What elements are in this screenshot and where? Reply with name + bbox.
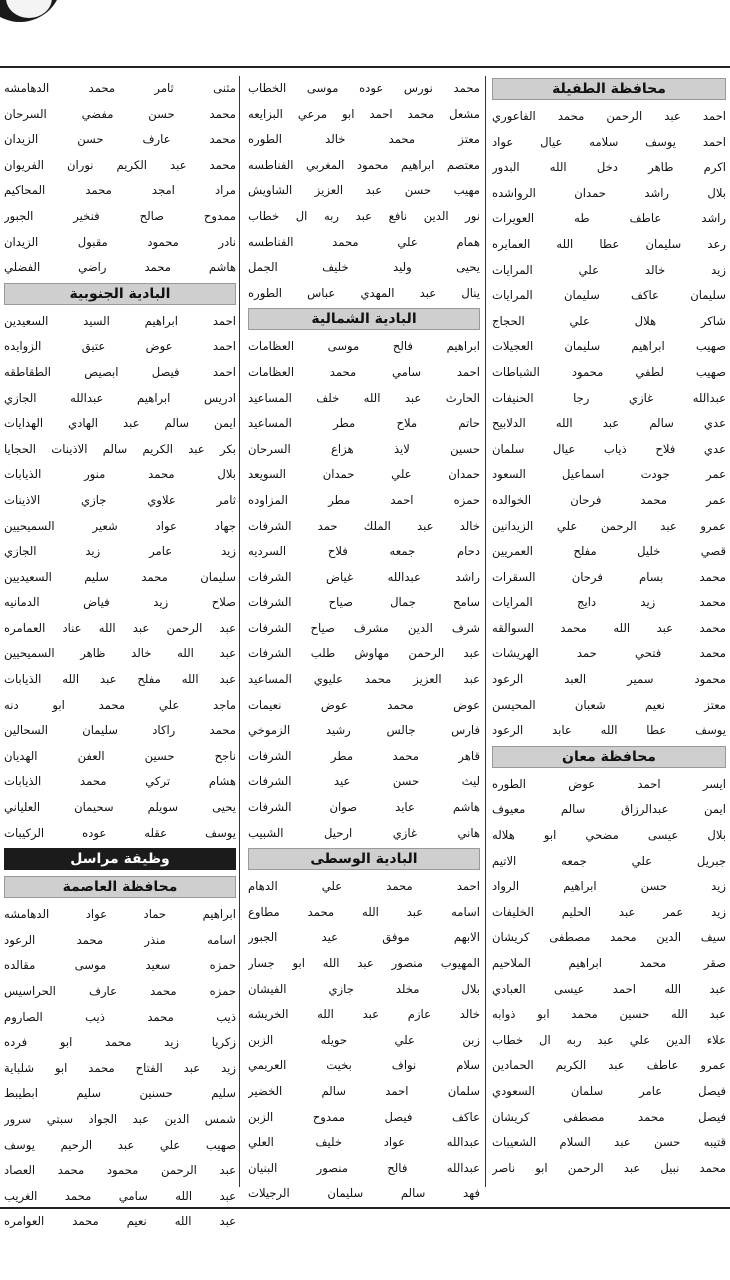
name-entry: زيد عمر عبد الحليم الخليفات	[492, 904, 726, 919]
name-entry: بلال مخلد جازي الفيشان	[248, 981, 480, 996]
name-entry: سامح جمال صياح الشرفات	[248, 595, 480, 610]
section	[492, 744, 726, 1182]
name-entry: زيد عبد الفتاح محمد ابو شلباية	[4, 1060, 236, 1075]
name-entry: محمد فتحي حمد الهريشات	[492, 646, 726, 661]
name-entry: عبد الله حسين محمد ابو ذوابه	[492, 1007, 726, 1022]
name-entry: زيد حسن ابراهيم الرواد	[492, 879, 726, 894]
name-entry: محمد بسام فرحان السقرات	[492, 569, 726, 584]
name-entry: الابهم موفق عيد الجبور	[248, 930, 480, 945]
name-entry: هاني غازي ارحيل الشبيب	[248, 825, 480, 840]
name-entry: دحام جمعه فلاح السرديه	[248, 544, 480, 559]
name-entry: صهيب علي عبد الرحيم يوسف	[4, 1137, 236, 1152]
name-entry: احمد فيصل ابصيص الطقاطقه	[4, 364, 236, 379]
name-entry: المهيوب منصور عبد الله ابو جسار	[248, 956, 480, 970]
name-entry: شمس الدين عبد الجواد سبتي سرور	[4, 1111, 236, 1126]
name-entry: حمزه احمد مطر المزاوده	[248, 492, 480, 507]
name-entry: محمد عبد الكريم نوران الفريوان	[4, 157, 236, 172]
name-entry: فارس جالس رشيد الزموخي	[248, 723, 480, 738]
name-entry: مشعل محمد احمد ابو مرعي البزايعه	[248, 106, 480, 121]
name-entry: محمود سمير العبد الرعود	[492, 672, 726, 687]
name-entry: ناجح حسين العفن الهديان	[4, 748, 236, 763]
name-entry: ينال عبد المهدي عباس الطوره	[248, 285, 480, 300]
name-entry: اكرم طاهر دخل الله البدور	[492, 160, 726, 175]
name-entry: عبدالله غازي رجا الحنيفات	[492, 390, 726, 405]
section-heading: محافظة الطفيلة	[492, 78, 726, 100]
name-entry: ادريس ابراهيم عبدالله الجازي	[4, 390, 236, 405]
name-entry: سلمان احمد سالم الخضير	[248, 1083, 480, 1098]
name-entry: هشام تركي محمد الذيابات	[4, 774, 236, 789]
name-entry: اسامه منذر محمد الرعود	[4, 932, 236, 947]
name-entry: محمد نورس عوده موسى الخطاب	[248, 81, 480, 95]
name-entry: عبد الرحمن محمود محمد العصاد	[4, 1163, 236, 1178]
name-entry: بلال عيسى مضحي ابو هلاله	[492, 828, 726, 843]
name-entry: يحيى وليد خليف الجمل	[248, 260, 480, 275]
name-entry: محمد حسن مفضي السرحان	[4, 106, 236, 121]
name-entry: زكريا زيد محمد ابو فرده	[4, 1035, 236, 1050]
name-entry: شرف الدين مشرف صياح الشرفات	[248, 620, 480, 635]
name-entry: ليث حسن عيد الشرفات	[248, 774, 480, 789]
name-entry: ايمن عبدالرزاق سالم معيوف	[492, 802, 726, 817]
name-entry: عمرو عبد الرحمن علي الزيدانين	[492, 518, 726, 533]
name-entry: عبد الله نعيم محمد العوامره	[4, 1214, 236, 1229]
name-entry: حمزه محمد عارف الحراسيس	[4, 984, 236, 998]
name-entry: يحيى سويلم سحيمان العلياني	[4, 800, 236, 815]
newspaper-page	[0, 66, 730, 1229]
name-entry: ثامر علاوي جازي الاذينات	[4, 492, 236, 507]
section-heading: البادية الوسطى	[248, 848, 480, 870]
name-entry: بكر عبد الكريم سالم الاذينات الحجايا	[4, 441, 236, 456]
name-entry: فيصل محمد مصطفى كريشان	[492, 1109, 726, 1124]
name-entry: عدي فلاح ذياب عيال سلمان	[492, 441, 726, 456]
name-entry: نور الدين نافع عبد ربه ال خطاب	[248, 208, 480, 223]
name-entry: احمد سامي محمد العظامات	[248, 364, 480, 379]
name-entry: عمر محمد فرحان الخوالده	[492, 492, 726, 507]
section-heading: محافظة العاصمة	[4, 876, 236, 898]
name-entry: عبد الله خالد ظاهر السميحيين	[4, 646, 236, 661]
name-entry: محمد راكاد سليمان السحالين	[4, 723, 236, 738]
name-entry: عبدالله فالح منصور البنيان	[248, 1160, 480, 1175]
column-right	[488, 76, 730, 1189]
name-entry: عبد الله احمد عيسى العبادي	[492, 981, 726, 996]
name-entry: قصي خليل مفلح العمريين	[492, 544, 726, 559]
name-entry: عبد الرحمن عبد الله عناد العمامره	[4, 620, 236, 635]
name-entry: محمد نبيل عبد الرحمن ابو ناصر	[492, 1160, 726, 1175]
name-entry: مثنى ثامر محمد الدهامشه	[4, 81, 236, 95]
name-entry: خالد عازم عبد الله الخريشه	[248, 1007, 480, 1022]
name-entry: راشد عبدالله غياض الشرفات	[248, 569, 480, 584]
name-entry: حسين لايذ هزاع السرحان	[248, 441, 480, 456]
name-entry: عمر جودت اسماعيل السعود	[492, 467, 726, 482]
section	[248, 76, 480, 306]
name-entry: محمد زيد دايج المرايات	[492, 595, 726, 610]
section-heading: البادية الشمالية	[248, 308, 480, 330]
section	[492, 76, 726, 744]
name-entry: سليم حسنين سليم ابطيبط	[4, 1086, 236, 1101]
name-entry: فيصل عامر سلمان السعودي	[492, 1083, 726, 1098]
name-entry: ابراهيم فالح موسى العظامات	[248, 339, 480, 354]
name-entry: سليمان محمد سليم السعيديين	[4, 569, 236, 584]
section	[4, 846, 236, 874]
column-middle	[244, 76, 484, 1201]
name-entry: سيف الدين محمد مصطفى كريشان	[492, 930, 726, 945]
name-entry: احمد عبد الرحمن محمد الفاعوري	[492, 109, 726, 123]
name-entry: سلام نواف بخيت العريمي	[248, 1058, 480, 1073]
section-heading: محافظة معان	[492, 746, 726, 768]
name-entry: زبن علي حويله الزبن	[248, 1032, 480, 1047]
name-entry: صقر محمد ابراهيم الملاحيم	[492, 956, 726, 970]
name-entry: ذيب محمد ذيب الصاروم	[4, 1009, 236, 1024]
name-entry: عمرو عاطف عبد الكريم الحمادين	[492, 1058, 726, 1073]
name-entry: ممدوح صالح فنخير الجبور	[4, 208, 236, 223]
name-entry: سليمان عاكف سليمان المرايات	[492, 288, 726, 303]
name-entry: صلاح زيد فياض الدمانيه	[4, 595, 236, 610]
name-entry: هاشم محمد راضي الفضلي	[4, 260, 236, 275]
name-entry: عبدالله عواد خليف العلي	[248, 1135, 480, 1150]
name-entry: شاكر هلال علي الحجاج	[492, 313, 726, 328]
name-entry: ايسر احمد عوض الطوره	[492, 776, 726, 791]
name-entry: معتز نعيم شعبان المحيسن	[492, 697, 726, 712]
name-entry: حمدان علي حمدان السويعد	[248, 467, 480, 482]
name-entry: راشد عاطف طه العويرات	[492, 211, 726, 226]
name-entry: ماجد علي محمد ابو دنه	[4, 697, 236, 712]
name-entry: صهيب ابراهيم سليمان العجيلات	[492, 339, 726, 354]
name-entry: احمد يوسف سلامه عيال عواد	[492, 134, 726, 149]
name-entry: يوسف عطا الله عابد الرعود	[492, 723, 726, 738]
section	[4, 281, 236, 846]
name-entry: الحارث عبد الله خلف المساعيد	[248, 390, 480, 405]
name-entry: عدي سالم عبد الله الدلابيح	[492, 416, 726, 431]
section	[4, 874, 236, 1235]
name-entry: عبد الله سامي محمد الغريب	[4, 1188, 236, 1203]
name-entry: هاشم عايد صوان الشرفات	[248, 800, 480, 815]
name-entry: مراد امجد محمد المحاكيم	[4, 183, 236, 198]
name-entry: بلال محمد منور الذيابات	[4, 467, 236, 482]
name-entry: اسامه عبد الله محمد مطاوع	[248, 904, 480, 919]
name-entry: محمد عبد الله محمد السوالقه	[492, 620, 726, 635]
name-entry: ايمن سالم عبد الهادي الهدايات	[4, 416, 236, 431]
name-entry: زيد خالد علي المرايات	[492, 262, 726, 277]
column-left	[0, 76, 240, 1229]
name-entry: عاكف فيصل ممدوح الزبن	[248, 1109, 480, 1124]
name-entry: جهاد عواد شعير السميحيين	[4, 518, 236, 533]
section-heading: البادية الجنوبية	[4, 283, 236, 305]
name-entry: معتز محمد خالد الطوره	[248, 132, 480, 147]
section	[248, 846, 480, 1207]
name-entry: مهيب حسن عبد العزيز الشاويش	[248, 183, 480, 198]
name-entry: احمد عوض عتيق الزوايده	[4, 339, 236, 354]
name-entry: يوسف عقله عوده الركيبات	[4, 825, 236, 840]
name-entry: محمد عارف حسن الزيدان	[4, 132, 236, 147]
name-entry: رعد سليمان عطا الله العمايره	[492, 236, 726, 251]
column-divider	[485, 76, 486, 1187]
name-entry: علاء الدين علي عبد ربه ال خطاب	[492, 1032, 726, 1047]
section	[248, 306, 480, 846]
section	[4, 76, 236, 281]
corner-logo	[0, 0, 62, 22]
name-entry: عبد الله مفلح عبد الله الذيابات	[4, 672, 236, 687]
name-entry: فهد سالم سليمان الرجيلات	[248, 1186, 480, 1201]
section-heading: وظيفة مراسل	[4, 848, 236, 870]
name-entry: ابراهيم حماد عواد الدهامشه	[4, 907, 236, 922]
name-entry: احمد ابراهيم السيد السعيدين	[4, 313, 236, 328]
name-entry: صهيب لطفي محمود الشباطات	[492, 364, 726, 379]
name-entry: عبد الرحمن مهاوش طلب الشرفات	[248, 646, 480, 661]
name-entry: بلال راشد حمدان الرواشده	[492, 185, 726, 200]
name-entry: عبد العزيز محمد عليوي المساعيد	[248, 672, 480, 687]
name-entry: قتيبه حسن عبد السلام الشعيبات	[492, 1135, 726, 1150]
name-entry: زيد عامر زيد الجازي	[4, 544, 236, 559]
name-entry: نادر محمود مقبول الزيدان	[4, 234, 236, 249]
name-entry: حمزه سعيد موسى مقالده	[4, 958, 236, 973]
name-entry: حاتم ملاح مطر المساعيد	[248, 416, 480, 431]
name-entry: همام علي محمد الفناطسه	[248, 234, 480, 249]
name-entry: قاهر محمد مطر الشرفات	[248, 748, 480, 763]
name-entry: جبريل علي جمعه الاتيم	[492, 853, 726, 868]
name-entry: احمد محمد علي الدهام	[248, 879, 480, 894]
name-entry: عوض محمد عوض نعيمات	[248, 697, 480, 712]
name-entry: خالد عبد الملك حمد الشرفات	[248, 518, 480, 533]
name-entry: معتصم ابراهيم محمود المغربي الفناطسه	[248, 157, 480, 172]
